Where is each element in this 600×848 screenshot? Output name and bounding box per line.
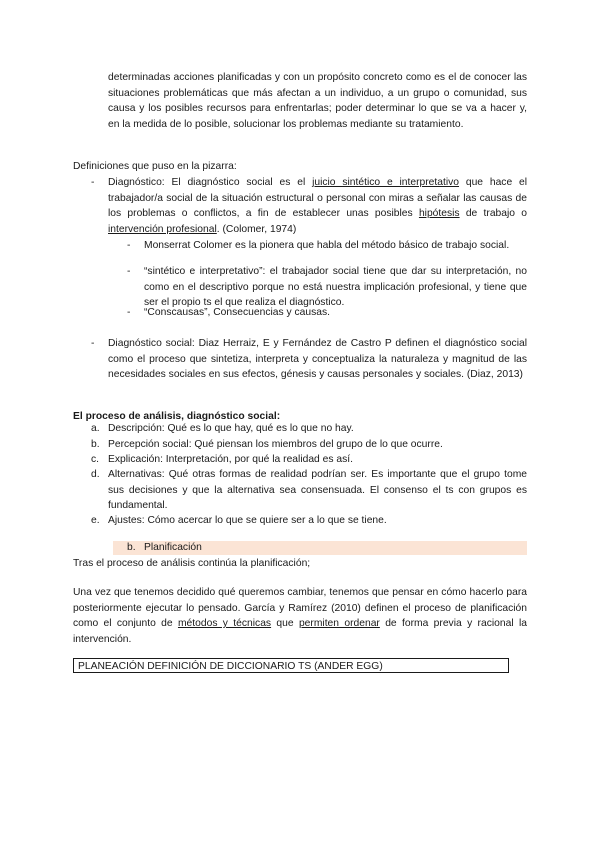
- step-alternativas: Alternativas: Qué otras formas de realidad podrían ser. Es importante que el grupo tome sus decisiones y que la alternativa sea consensuada. El consenso el ts con grupos es fundamental.: [108, 469, 527, 512]
- planning-text: Una vez que tenemos decidido qué queremos cambiar, tenemos que pensar en cómo hacerlo para posteriormente ejecutar lo pensado. García y Ramírez (2010) definen el proceso de planificación como el conjunto de: [73, 587, 527, 630]
- planning-heading: Planificación: [144, 542, 202, 553]
- step-ajustes: Ajustes: Cómo acercar lo que se quiere ser a lo que se tiene.: [108, 515, 387, 526]
- bullet-dash: -: [91, 177, 95, 188]
- definition-text: . (Colomer, 1974): [216, 223, 297, 235]
- step-descripcion: Descripción: Qué es lo que hay, qué es lo que no hay.: [108, 423, 354, 434]
- definition-text: de trabajo o: [459, 208, 527, 220]
- step-marker: a.: [91, 423, 100, 434]
- definition-text: que hace el trabajador/a social de la situación estructural o personal con miras a señalar las causas de los problemas o conflictos, a fin de establecer unas posibles: [108, 177, 527, 220]
- definitions-heading: Definiciones que puso en la pizarra:: [73, 161, 237, 172]
- subitem-sintetico: “sintético e interpretativo”: el trabajador social tiene que dar su interpretación, no como en el descriptivo porque no está nuestra implicación profesional, y tiene que ser el propio ts el que realiza el diagnóstico.: [144, 266, 527, 309]
- planning-paragraph: [73, 585, 527, 647]
- definition-diagnostico-social: Diagnóstico social: Diaz Herraiz, E y Fernández de Castro P definen el diagnóstico social como el proceso que sintetiza, interpreta y conceptualiza la naturaleza y magnitud de las necesidades sociales en sus efectos, génesis y causas personales y sociales. (Diaz, 2013): [108, 338, 527, 381]
- planning-intro: Tras el proceso de análisis continúa la planificación;: [73, 558, 311, 569]
- definition-diagnostico: [108, 175, 527, 237]
- intro-paragraph: determinadas acciones planificadas y con un propósito concreto como es el de conocer las situaciones problemáticas que más afectan a un individuo, a un grupo o comunidad, sus causa y los posibles recursos para enfrentarlas; poder determinar lo que se va a hacer y, en la medida de lo posible, solucionar los problemas mediante su tratamiento.: [108, 72, 527, 130]
- definition-text: Diagnóstico: El diagnóstico social es el: [108, 177, 313, 188]
- step-marker: e.: [91, 515, 100, 526]
- underlined-term: intervención profesional: [108, 223, 217, 235]
- subitem-conscausas: “Conscausas”, Consecuencias y causas.: [144, 307, 331, 318]
- step-percepcion: Percepción social: Qué piensan los miembros del grupo de lo que ocurre.: [108, 439, 443, 450]
- planning-text: de forma previa y racional la intervención.: [73, 618, 527, 645]
- step-marker: c.: [91, 454, 100, 465]
- underlined-term: hipótesis: [418, 208, 460, 220]
- sub-bullet-dash: -: [127, 240, 131, 251]
- underlined-term: permiten ordenar: [298, 618, 380, 630]
- planning-text: que: [271, 618, 299, 630]
- underlined-term: juicio sintético e interpretativo: [312, 177, 460, 188]
- step-marker: d.: [91, 469, 100, 480]
- sub-bullet-dash: -: [127, 266, 131, 277]
- process-heading: El proceso de análisis, diagnóstico social:: [73, 411, 281, 422]
- step-explicacion: Explicación: Interpretación, por qué la realidad es así.: [108, 454, 353, 465]
- section-marker: b.: [127, 542, 136, 553]
- planeacion-box: PLANEACIÓN DEFINICIÓN DE DICCIONARIO TS (ANDER EGG): [73, 658, 509, 673]
- subitem-colomer: Monserrat Colomer es la pionera que habla del método básico de trabajo social.: [144, 240, 510, 251]
- step-marker: b.: [91, 439, 100, 450]
- bullet-dash: -: [91, 338, 95, 349]
- underlined-term: métodos y técnicas: [177, 618, 272, 630]
- sub-bullet-dash: -: [127, 307, 131, 318]
